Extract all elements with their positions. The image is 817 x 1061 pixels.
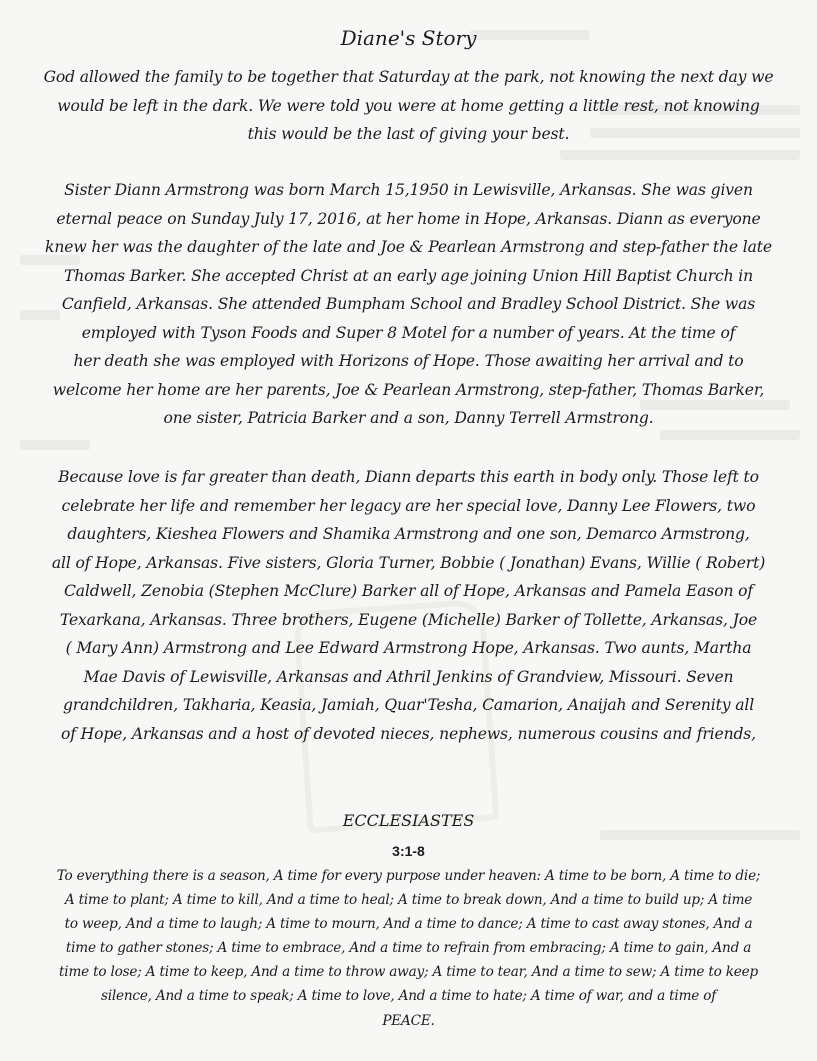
opening-paragraph xyxy=(0,63,817,149)
paragraph-line: Because love is far greater than death, Diann departs this earth in body only. Those left to xyxy=(58,468,759,486)
paragraph-line: ( Mary Ann) Armstrong and Lee Edward Armstrong Hope, Arkansas. Two aunts, Martha xyxy=(65,639,752,657)
paragraph-line: Canfield, Arkansas. She attended Bumpham School and Bradley School District. She was xyxy=(61,295,756,313)
paragraph-line: knew her was the daughter of the late and Joe & Pearlean Armstrong and step-father the late xyxy=(45,238,772,256)
paragraph-line: Texarkana, Arkansas. Three brothers, Eugene (Michelle) Barker of Tollette, Arkansas, Joe xyxy=(59,610,758,629)
paragraph-line: eternal peace on Sunday July 17, 2016, at her home in Hope, Arkansas. Diann as everyone xyxy=(56,209,761,228)
scripture-line: time to gather stones; A time to embrace, And a time to refrain from embracing; A time to gain, And a xyxy=(65,940,752,957)
scripture-line: silence, And a time to speak; A time to love, And a time to hate; A time of war, and a time of xyxy=(100,988,717,1005)
scripture-heading: ECCLESIASTES xyxy=(342,811,475,830)
paragraph-line: Mae Davis of Lewisville, Arkansas and Athril Jenkins of Grandview, Missouri. Seven xyxy=(83,667,734,686)
paragraph-line: this would be the last of giving your best. xyxy=(247,125,570,143)
scripture-reference: 3:1-8 xyxy=(392,843,425,859)
paragraph-line: one sister, Patricia Barker and a son, Danny Terrell Armstrong. xyxy=(163,409,654,427)
paragraph-line: employed with Tyson Foods and Super 8 Motel for a number of years. At the time of xyxy=(81,323,736,342)
paragraph-line: God allowed the family to be together that Saturday at the park, not knowing the next day we xyxy=(43,68,774,86)
survivors-paragraph xyxy=(0,463,817,748)
paragraph-line: grandchildren, Takharia, Keasia, Jamiah, Quar'Tesha, Camarion, Anaijah and Serenity all xyxy=(62,696,755,714)
paragraph-line: Caldwell, Zenobia (Stephen McClure) Barker all of Hope, Arkansas and Pamela Eason of xyxy=(63,582,754,600)
biography-paragraph xyxy=(0,176,817,433)
page-title: Diane's Story xyxy=(340,26,477,50)
scripture-line: time to lose; A time to keep, And a time to throw away; A time to tear, And a time to sew; A time to keep xyxy=(59,964,758,981)
paragraph-line: Sister Diann Armstrong was born March 15,1950 in Lewisville, Arkansas. She was given xyxy=(64,181,753,199)
paragraph-line: of Hope, Arkansas and a host of devoted nieces, nephews, numerous cousins and friends, xyxy=(61,724,756,743)
paragraph-line: welcome her home are her parents, Joe & Pearlean Armstrong, step-father, Thomas Barker, xyxy=(52,380,765,399)
paragraph-line: celebrate her life and remember her legacy are her special love, Danny Lee Flowers, two xyxy=(61,496,756,515)
paragraph-line: Thomas Barker. She accepted Christ at an early age joining Union Hill Baptist Church in xyxy=(63,266,754,285)
scripture-passage xyxy=(0,864,817,1033)
scripture-line: To everything there is a season, A time for every purpose under heaven: A time to be born, A time to die; xyxy=(56,868,761,884)
paragraph-line: her death she was employed with Horizons of Hope. Those awaiting her arrival and to xyxy=(73,352,744,370)
paragraph-line: daughters, Kieshea Flowers and Shamika Armstrong and one son, Demarco Armstrong, xyxy=(67,525,750,543)
scripture-line: A time to plant; A time to kill, And a time to heal; A time to break down, And a time to build up; A time xyxy=(64,892,753,909)
scripture-line: to weep, And a time to laugh; A time to mourn, And a time to dance; A time to cast away stones, And a xyxy=(64,916,753,933)
paragraph-line: all of Hope, Arkansas. Five sisters, Gloria Turner, Bobbie ( Jonathan) Evans, Willie ( Robert) xyxy=(51,553,766,572)
paragraph-line: would be left in the dark. We were told you were at home getting a little rest, not knowing xyxy=(57,96,760,115)
scripture-line: PEACE. xyxy=(382,1012,435,1029)
